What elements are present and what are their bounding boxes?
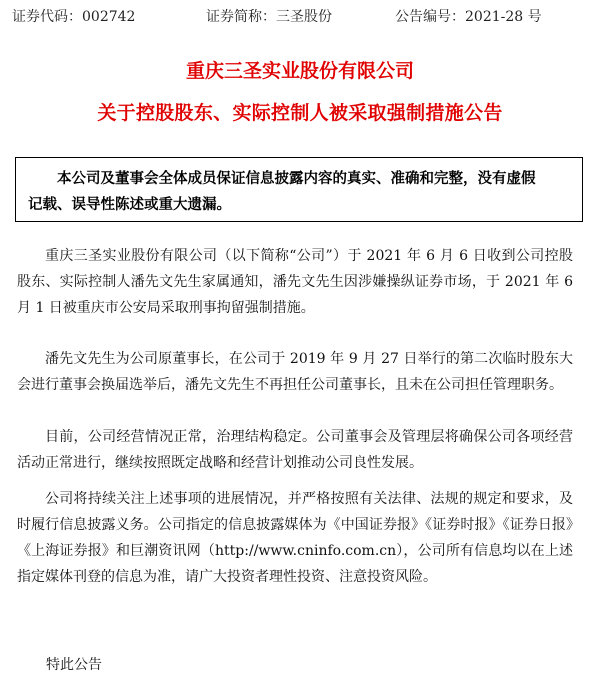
announcement-number: 公告编号：2021-28 号 — [395, 9, 542, 25]
disclaimer-box — [15, 157, 583, 222]
body-paragraph-3: 目前，公司经营情况正常，治理结构稳定。公司董事会及管理层将确保公司各项经营活动正常进行，继续按照既定战略和经营计划推动公司良性发展。 — [17, 429, 573, 471]
body-paragraph-1: 重庆三圣实业股份有限公司（以下简称“公司”）于 2021 年 6 月 6 日收到公司控股股东、实际控制人潘先文先生家属通知，潘先文先生因涉嫌操纵证券市场，于 2021 年 6 月 1 日被重庆市公安局采取刑事拘留强制措施。 — [17, 248, 573, 316]
disclaimer-text: 本公司及董事会全体成员保证信息披露内容的真实、准确和完整，没有虚假记载、误导性陈述或重大遗漏。 — [28, 171, 536, 213]
body-paragraph-2: 潘先文先生为公司原董事长，在公司于 2019 年 9 月 27 日举行的第二次临时股东大会进行董事会换届选举后，潘先文先生不再担任公司董事长，且未在公司担任管理职务。 — [17, 351, 573, 393]
closing-text: 特此公告 — [46, 657, 102, 673]
company-title: 重庆三圣实业股份有限公司 — [185, 60, 414, 82]
body-paragraph-4: 公司将持续关注上述事项的进展情况，并严格按照有关法律、法规的规定和要求，及时履行信息披露义务。公司指定的信息披露媒体为《中国证券报》《证券时报》《证券日报》《上海证券报》和巨潮资讯网（http://www.cninfo.com.cn），公司所有信息均以在上述指定媒体刊登的信息为准，请广大投资者理性投资、注意投资风险。 — [17, 491, 573, 585]
announcement-title: 关于控股股东、实际控制人被采取强制措施公告 — [97, 102, 503, 124]
security-abbreviation: 证券简称：三圣股份 — [206, 9, 332, 25]
security-code: 证券代码：002742 — [12, 9, 136, 25]
